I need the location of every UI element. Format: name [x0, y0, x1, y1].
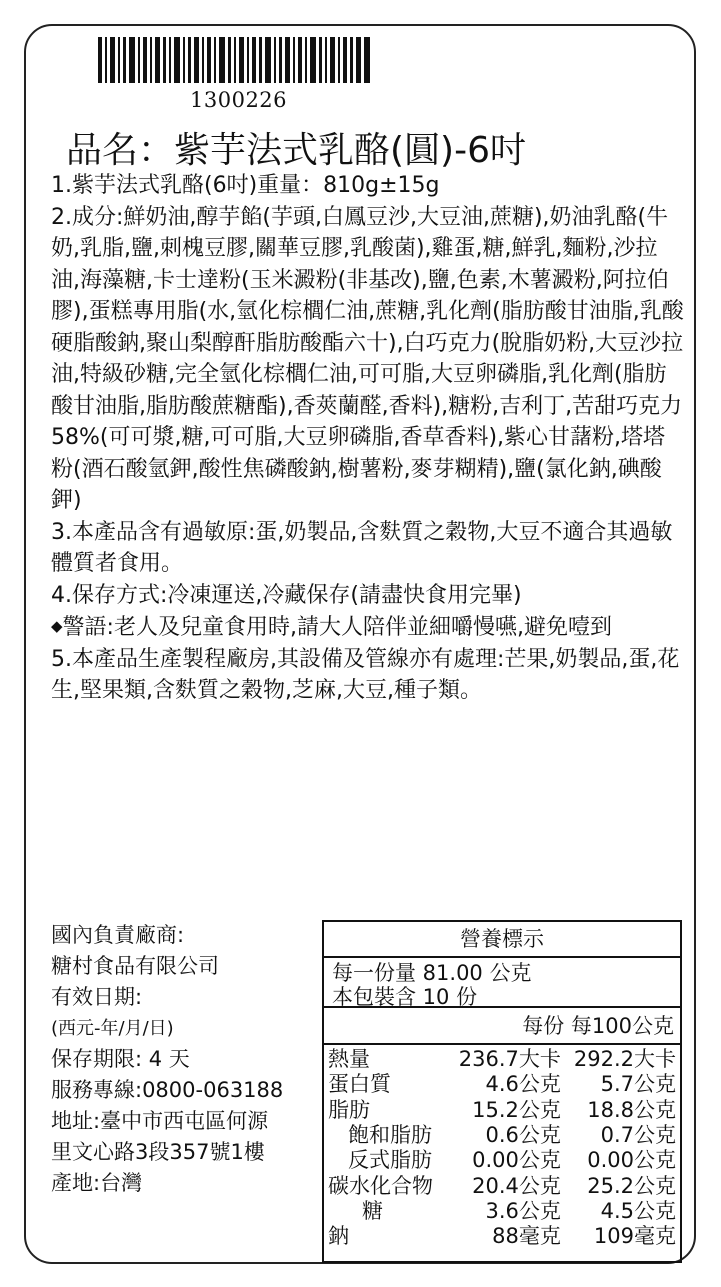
per-100g-value: 25.2公克 — [587, 1173, 676, 1198]
barcode-number: 1300226 — [190, 88, 288, 112]
ingredients-text — [51, 170, 686, 707]
item-allergens: 3.本產品含有過敏原:蛋,奶製品,含麩質之穀物,大豆不適合其過敏體質者食用。 — [51, 519, 673, 576]
nutrient-label: 熱量 — [328, 1047, 370, 1072]
per-serving-value: 0.00公克 — [472, 1148, 561, 1173]
per-serving-value: 0.6公克 — [485, 1123, 561, 1148]
product-title: 品名：紫芋法式乳酪(圓)-6吋 — [66, 130, 526, 171]
nutrient-label: 脂肪 — [328, 1097, 370, 1122]
column-headers — [324, 1008, 680, 1045]
table-row — [324, 1072, 680, 1097]
table-row — [324, 1098, 680, 1123]
manufacturer-info — [51, 920, 283, 1199]
shelf-life: 保存期限: 4 天 — [51, 1047, 190, 1071]
per-100g-value: 0.00公克 — [587, 1148, 676, 1173]
item-storage: 4.保存方式:冷凍運送,冷藏保存(請盡快食用完畢) — [51, 582, 522, 608]
item-ingredients: 2.成分:鮮奶油,醇芋餡(芋頭,白鳳豆沙,大豆油,蔗糖),奶油乳酪(牛奶,乳脂,鹽,刺槐豆膠,關華豆膠,乳酸菌),雞蛋,糖,鮮乳,麵粉,沙拉油,海藻糖,卡士達粉(玉米澱粉(非基改),鹽,色素,木薯澱粉,阿拉伯膠),蛋糕專用脂(水,氫化棕櫚仁油,蔗糖,乳化劑(脂肪酸甘油脂,乳酸硬脂酸鈉,聚山梨醇酐脂肪酸酯六十),白巧克力(脫脂奶粉,大豆沙拉油,特級砂糖,完全氫化棕櫚仁油,可可脂,大豆卵磷脂,乳化劑(脂肪酸甘油脂,脂肪酸蔗糖酯),香莢蘭醛,香料),糖粉,吉利丁,苦甜巧克力58%(可可漿,糖,可可脂,大豆卵磷脂,香草香料),紫心甘藷粉,塔塔粉(酒石酸氫鉀,酸性焦磷酸鈉,樹薯粉,麥芽糊精),鹽(氯化鈉,碘酸鉀) — [51, 204, 684, 513]
table-row — [324, 1148, 680, 1173]
nutrient-label: 反式脂肪 — [348, 1148, 432, 1173]
table-row — [324, 1173, 680, 1198]
per-100g-value: 0.7公克 — [600, 1123, 676, 1148]
maker-label: 國內負責廠商: — [51, 923, 185, 947]
table-row — [324, 1123, 680, 1148]
per-100g-value: 109毫克 — [593, 1224, 676, 1249]
per-serving-value: 88毫克 — [492, 1224, 561, 1249]
nutrition-table — [324, 1047, 680, 1249]
per-serving-value: 236.7大卡 — [458, 1047, 561, 1072]
serving-size: 每一份量 81.00 公克 — [332, 961, 532, 985]
per-serving-value: 4.6公克 — [485, 1072, 561, 1097]
address-line-1: 地址:臺中市西屯區何源 — [51, 1109, 269, 1133]
col-per-serving: 每份 — [522, 1014, 565, 1038]
warning-text: 警語:老人及兒童食用時,請大人陪伴並細嚼慢嚥,避免噎到 — [62, 615, 612, 640]
barcode — [98, 37, 370, 83]
origin: 產地:台灣 — [51, 1171, 143, 1195]
nutrient-label: 碳水化合物 — [328, 1173, 433, 1198]
service-hotline: 服務專線:0800-063188 — [51, 1078, 284, 1102]
address-line-2: 里文心路3段357號1樓 — [51, 1140, 265, 1164]
per-serving-value: 20.4公克 — [472, 1173, 561, 1198]
per-100g-value: 18.8公克 — [587, 1097, 676, 1122]
per-serving-value: 3.6公克 — [485, 1198, 561, 1223]
servings-per-pack: 本包裝含 10 份 — [332, 985, 478, 1009]
item-warning — [51, 611, 686, 644]
item-weight: 1.紫芋法式乳酪(6吋)重量：810g±15g — [51, 173, 440, 198]
table-row — [324, 1199, 680, 1224]
maker-name: 糖村食品有限公司 — [51, 954, 219, 978]
nutrient-label: 鈉 — [328, 1224, 349, 1249]
per-100g-value: 4.5公克 — [600, 1198, 676, 1223]
nutrient-label: 糖 — [362, 1198, 383, 1223]
diamond-icon: ◆ — [51, 617, 63, 635]
nutrient-label: 飽和脂肪 — [348, 1123, 432, 1148]
nutrient-label: 蛋白質 — [328, 1072, 391, 1097]
table-row — [324, 1224, 680, 1249]
col-per-100g: 每100公克 — [570, 1014, 674, 1038]
table-row — [324, 1047, 680, 1072]
nutrition-facts — [322, 920, 682, 1263]
date-format: (西元-年/月/日) — [51, 1018, 174, 1039]
per-100g-value: 5.7公克 — [600, 1072, 676, 1097]
item-facility: 5.本產品生產製程廠房,其設備及管線亦有處理:芒果,奶製品,蛋,花生,堅果類,含麩質之穀物,芝麻,大豆,種子類。 — [51, 646, 680, 703]
serving-info — [324, 958, 680, 1008]
per-serving-value: 15.2公克 — [472, 1097, 561, 1122]
nutrition-header: 營養標示 — [324, 922, 680, 958]
per-100g-value: 292.2大卡 — [573, 1047, 676, 1072]
expiry-label: 有效日期: — [51, 985, 143, 1009]
